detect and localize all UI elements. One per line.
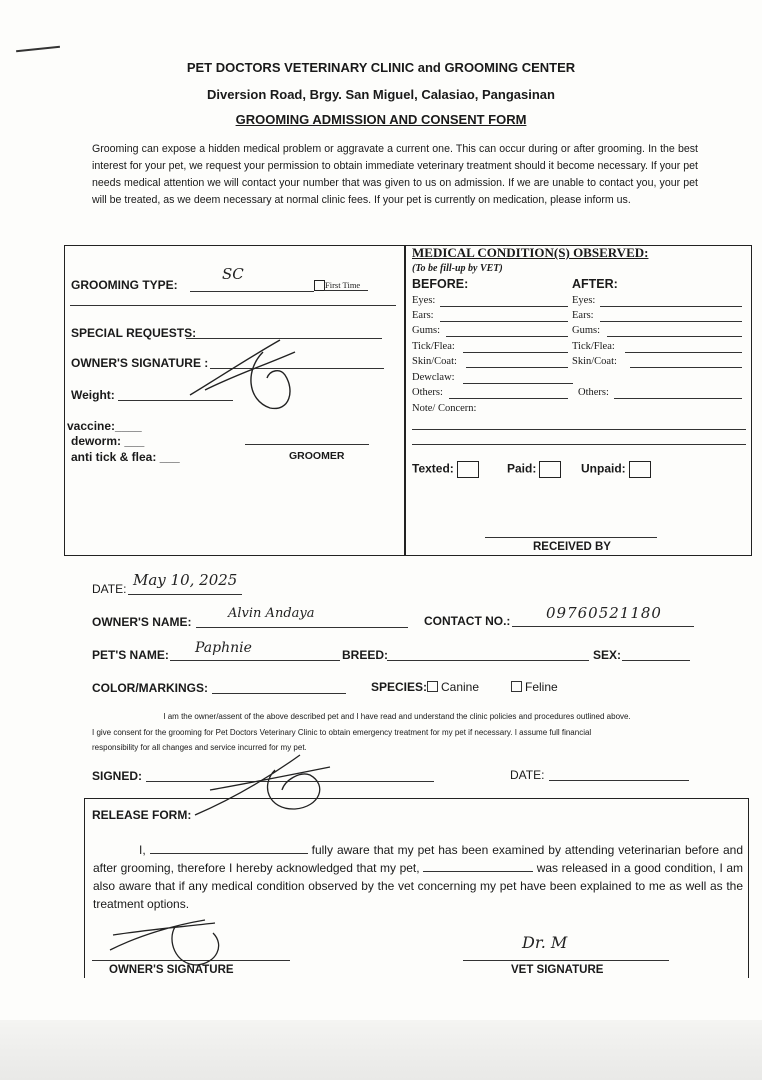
received-by-label: RECEIVED BY [533, 541, 611, 553]
owner-signature-release [105, 915, 235, 975]
note-concern-label: Note/ Concern: [412, 403, 477, 414]
clinic-name: PET DOCTORS VETERINARY CLINIC and GROOMING CENTER [186, 60, 576, 75]
special-requests-label: SPECIAL REQUESTS: [71, 326, 197, 340]
pet-name-value: Paphnie [195, 640, 252, 656]
after-item-label: Skin/Coat: [572, 356, 617, 367]
before-item-label: Ears: [412, 310, 434, 321]
before-item-label: Gums: [412, 325, 441, 336]
groomer-line[interactable] [245, 444, 369, 445]
first-time-line [324, 290, 368, 291]
vaccine-label: vaccine:____ [67, 419, 142, 433]
stray-pen-mark [16, 46, 60, 52]
consent-line-3: responsibility for all changes and service incurred for my pet. [92, 743, 307, 752]
unpaid-label: Unpaid: [581, 461, 626, 476]
after-item-label: Gums: [572, 325, 601, 336]
before-item-line[interactable] [463, 352, 568, 353]
release-paragraph [93, 841, 743, 913]
paid-field [507, 461, 561, 478]
intro-paragraph: Grooming can expose a hidden medical problem or aggravate a current one. This can occur during or after grooming. In the best interest for your pet, we request your permission to obtain immediate veterinary treatment should it become necessary. If your pet needs medical attention we will contact your number that was given to us on admission. If we are unable to contact you, your pet will be treated, as we deem necessary at normal clinic fees. If your pet is currently on medication, please inform us. [92, 143, 698, 206]
texted-checkbox[interactable] [457, 461, 479, 478]
grooming-extra-line[interactable] [70, 305, 396, 306]
vet-signature-line[interactable] [463, 960, 669, 961]
release-owner-name-blank[interactable] [150, 841, 308, 854]
date-line[interactable] [128, 594, 242, 595]
after-item-label: Eyes: [572, 295, 596, 306]
weight-label: Weight: [71, 388, 115, 402]
box-divider [404, 245, 406, 556]
texted-label: Texted: [412, 461, 454, 476]
before-item-line[interactable] [440, 306, 568, 307]
medical-title: MEDICAL CONDITION(S) OBSERVED: [412, 245, 649, 260]
release-text-c: was released in a good condition, I am also aware that if any medical condition observed by the vet concerning my pet have been explained to me as well as the treatment options. [93, 861, 744, 911]
anti-tick-label: anti tick & flea: ___ [71, 450, 180, 464]
species-feline[interactable] [511, 680, 558, 694]
grooming-type-value: SC [222, 265, 244, 283]
texted-field [412, 461, 479, 478]
consent-date-line[interactable] [549, 780, 689, 781]
owner-signature-top [185, 330, 305, 415]
after-item-line[interactable] [614, 398, 742, 399]
canine-checkbox[interactable] [427, 681, 438, 692]
note-line-2[interactable] [412, 444, 746, 445]
release-text-b: fully aware that my pet has been examined by attending veterinarian before and after grooming, therefore I hereby acknowledged that my pet, [93, 843, 743, 875]
pet-name-line[interactable] [170, 660, 340, 661]
consent-line-2: I give consent for the grooming for Pet Doctors Veterinary Clinic to obtain emergency treatment for my pet if necessary. I assume full financial [92, 728, 592, 737]
before-item-label: Skin/Coat: [412, 356, 457, 367]
before-item-label: Others: [412, 387, 443, 398]
before-item-line[interactable] [440, 321, 568, 322]
species-canine[interactable] [427, 680, 479, 694]
after-label: AFTER: [572, 277, 618, 291]
date-label: DATE: [92, 582, 127, 596]
after-item-label: Tick/Flea: [572, 341, 615, 352]
before-item-line[interactable] [446, 336, 568, 337]
color-markings-line[interactable] [212, 693, 346, 694]
after-item-line[interactable] [630, 367, 742, 368]
species-label: SPECIES: [371, 680, 428, 694]
release-text-a: I, [139, 843, 150, 857]
form-title: GROOMING ADMISSION AND CONSENT FORM [235, 112, 527, 127]
after-item-line[interactable] [625, 352, 742, 353]
paid-checkbox[interactable] [539, 461, 561, 478]
color-markings-label: COLOR/MARKINGS: [92, 681, 208, 695]
after-item-line[interactable] [600, 306, 742, 307]
paid-label: Paid: [507, 461, 537, 476]
after-item-line[interactable] [600, 321, 742, 322]
breed-label: BREED: [342, 648, 389, 662]
before-label: BEFORE: [412, 277, 469, 291]
after-item-line[interactable] [607, 336, 742, 337]
owner-name-label: OWNER'S NAME: [92, 615, 192, 629]
note-line-1[interactable] [412, 429, 746, 430]
scan-bottom-shadow [0, 1020, 762, 1080]
grooming-type-line[interactable] [190, 291, 314, 292]
before-item-label: Eyes: [412, 295, 436, 306]
vet-signature-label: VET SIGNATURE [511, 964, 604, 976]
groomer-label: GROOMER [289, 450, 345, 462]
unpaid-checkbox[interactable] [629, 461, 651, 478]
owner-signature-label-top: OWNER'S SIGNATURE : [71, 356, 209, 370]
deworm-label: deworm: ___ [71, 434, 145, 448]
feline-checkbox[interactable] [511, 681, 522, 692]
contact-line[interactable] [512, 626, 694, 627]
before-item-line[interactable] [463, 383, 573, 384]
consent-date-label: DATE: [510, 768, 545, 782]
after-item-label: Ears: [572, 310, 594, 321]
feline-label: Feline [525, 680, 558, 694]
contact-label: CONTACT NO.: [424, 614, 511, 628]
first-time-label: First Time [325, 280, 361, 290]
date-value: May 10, 2025 [133, 571, 238, 589]
received-by-line[interactable] [485, 537, 657, 538]
before-item-line[interactable] [466, 367, 568, 368]
grooming-type-label: GROOMING TYPE: [71, 278, 178, 292]
owner-name-value: Alvin Andaya [228, 606, 315, 621]
breed-line[interactable] [387, 660, 589, 661]
clinic-address: Diversion Road, Brgy. San Miguel, Calasiao, Pangasinan [207, 87, 555, 102]
sex-label: SEX: [593, 648, 622, 662]
signed-label: SIGNED: [92, 769, 143, 783]
sex-line[interactable] [622, 660, 690, 661]
before-item-line[interactable] [449, 398, 568, 399]
release-pet-name-blank[interactable] [423, 859, 533, 872]
vet-signature-value: Dr. M [522, 933, 568, 952]
owner-name-line[interactable] [196, 627, 408, 628]
pet-name-label: PET'S NAME: [92, 648, 169, 662]
unpaid-field [581, 461, 651, 478]
medical-subtitle: (To be fill-up by VET) [412, 263, 503, 274]
release-owner-signature-label: OWNER'S SIGNATURE [109, 964, 234, 976]
canine-label: Canine [441, 680, 480, 694]
before-item-label: Dewclaw: [412, 372, 455, 383]
before-item-label: Tick/Flea: [412, 341, 455, 352]
contact-value: 09760521180 [546, 604, 662, 622]
consent-line-1: I am the owner/assent of the above described pet and I have read and understand the clinic policies and procedures outlined above. [163, 712, 631, 721]
release-title: RELEASE FORM: [92, 808, 192, 822]
after-item-label: Others: [578, 387, 609, 398]
